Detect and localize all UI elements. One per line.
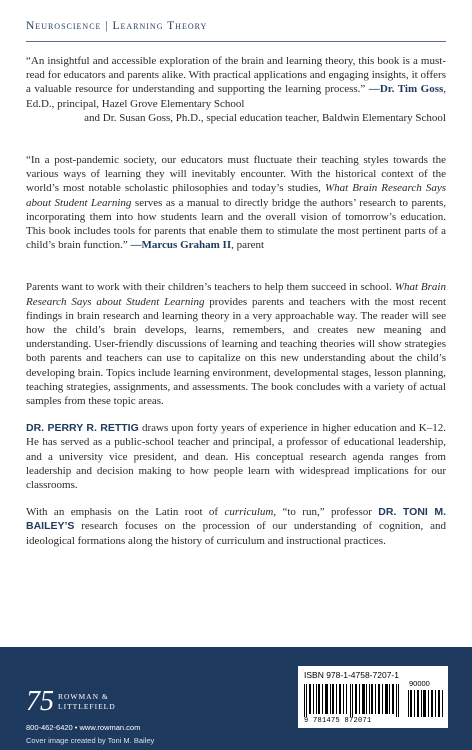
barcode-panel [298,666,448,728]
endorsement-quote-2 [26,153,446,252]
book-title: What Brain Research Says about Student Learning [26,281,446,308]
author-name: DR. PERRY R. RETTIG [26,422,139,435]
category-header: Neuroscience | Learning Theory [26,20,208,32]
header-divider [26,41,446,42]
author-name: DR. TONI M. BAILEY’S [26,506,447,533]
back-cover-text [26,54,446,561]
book-description: Parents want to work with their children’s teachers to help them succeed in school. What Brain Research Says about Student Learning provides parents and teachers with the most recent findings in brain research and learning theory in a very approachable way. The reader will see how the child’s brain develops, learns, remembers, and creates new meaning and understanding. User-friendly discussions of learning and teaching theories will show strategies both parents and teachers can use to capitalize on this new understanding about the child’s developing brain. Topics include learning environment, developmental stages, lesson planning, teaching strategies, assignments, and assessments. The book concludes with a variety of actual samples from these topic areas. [26,281,447,408]
ean-digits: 9 781475 872071 [304,717,372,725]
publisher-name-line1: ROWMAN & [58,692,109,701]
quote-attribution-detail: , Ed.D., principal, Hazel Grove Elementary School [26,83,447,110]
publisher-logo [26,686,116,717]
quote-text: “An insightful and accessible exploration of the brain and learning theory, this book is a must-read for educators and parents alike. With practical applications and engaging insights, it offers a valuable resource for understanding and supporting the learning process.” [26,55,446,96]
book-title: What Brain Research Says about Student Learning [26,182,446,209]
price-barcode [408,684,444,717]
author-bio-bailey: With an emphasis on the Latin root of curriculum, “to run,” professor DR. TONI M. BAILEY’S research focuses on the procession of our understanding of cognition, and ideological formations along the history of curriculum and instructional practices. [26,506,447,547]
author-bio-rettig: DR. PERRY R. RETTIG draws upon forty years of experience in higher education and K–12. He has served as a public-school teacher and principal, a professor of educational leadership, and a university vice president, and dean. His conceptual research agenda ranges from leadership and decision making to how people learn with widespread implications for our classrooms. [26,422,446,492]
publisher-name-line2: LITTLEFIELD [58,702,116,711]
quote-text-after: serves as a manual to directly bridge the authors’ research to parents, incorporating them into how students learn and the overall vision of tomorrow’s education. This book includes tools for parents that enable them to stimulate the most pertinent parts of a child’s brain function.” [26,196,447,252]
endorsement-quote-1 [26,54,446,125]
quote-attribution-name: —Dr. Tim Goss [368,83,444,96]
publisher-contact: 800-462-6420 • www.rowman.com [26,723,141,732]
quote-attribution-name: —Marcus Graham II [130,239,232,252]
price-code: 90000 [409,679,430,688]
quote-attribution-line2: and Dr. Susan Goss, Ph.D., special education teacher, Baldwin Elementary School [84,111,446,124]
quote-attribution-detail: , parent [231,239,265,252]
ean-barcode [304,684,402,717]
latin-term: curriculum [224,506,274,519]
isbn-label: ISBN 978-1-4758-7207-1 [304,670,399,680]
quote-text-before: “In a post-pandemic society, our educators must fluctuate their teaching styles towards the various ways of learning they will inevitably encounter. With the historical context of the world’s most notable scholastic philosophies and today’s studies, [26,154,446,195]
logo-mark: 75 [26,686,54,717]
cover-image-credit: Cover image created by Toni M. Bailey [26,736,155,745]
